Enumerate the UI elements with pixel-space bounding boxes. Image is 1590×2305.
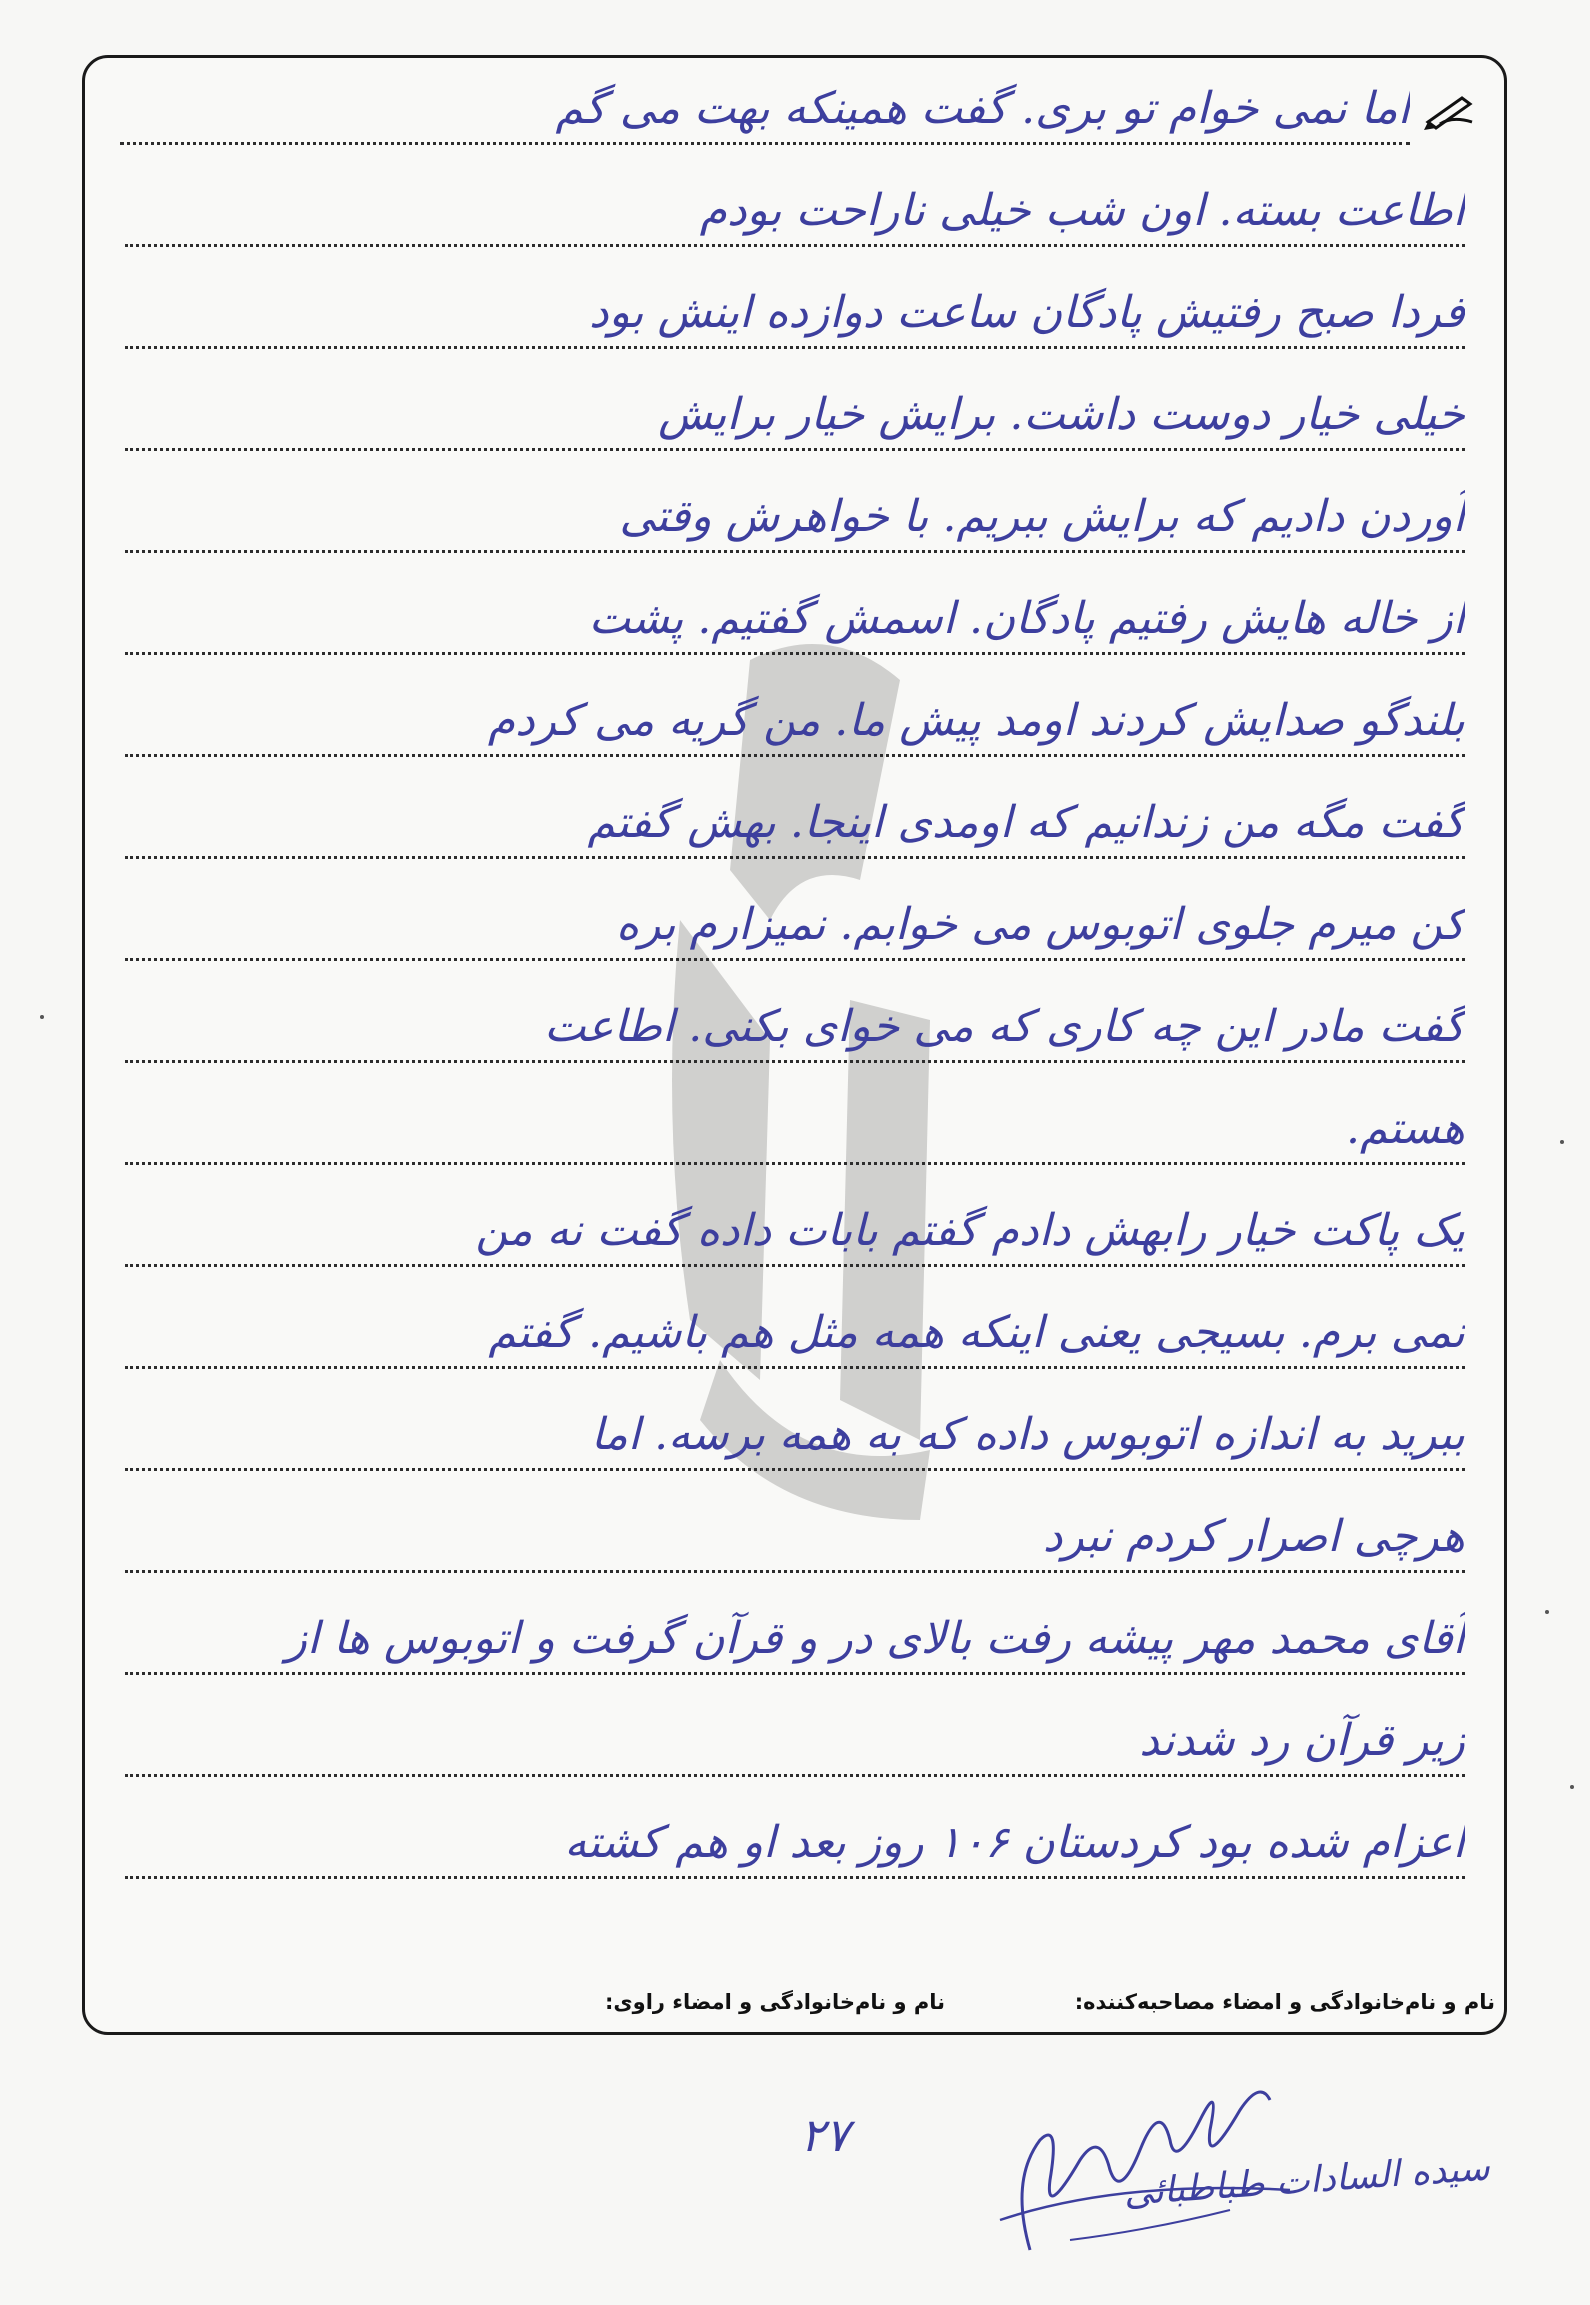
handwritten-line: نمی برم. بسیجی یعنی اینکه همه مثل هم باشیم. گفتم [125,1269,1465,1369]
handwritten-line: آوردن دادیم که برایش ببریم. با خواهرش وقتی [125,453,1465,553]
handwritten-line: هستم. [125,1065,1465,1165]
narrator-signature-label: نام و نام‌خانوادگی و امضاء راوی: [605,1990,945,2014]
page-number: ۲۷ [800,2108,850,2162]
handwritten-line: خیلی خیار دوست داشت. برایش خیار برایش [125,351,1465,451]
handwritten-line: اما نمی خوام تو بری. گفت همینکه بهت می گم [120,45,1410,145]
scan-speck [1560,1140,1564,1144]
pen-writing-icon [1422,92,1478,132]
handwritten-line: از خاله هایش رفتیم پادگان. اسمش گفتیم. پشت [125,555,1465,655]
handwritten-line: هرچی اصرار کردم نبرد [125,1473,1465,1573]
handwritten-line: زیر قرآن رد شدند [125,1677,1465,1777]
scan-speck [1570,1785,1574,1789]
handwritten-line: گفت مادر این چه کاری که می خوای بکنی. اطاعت [125,963,1465,1063]
scan-speck [40,1015,44,1019]
scan-speck [1545,1610,1549,1614]
narrator-handwritten-name: سیده السادات طباطبائی [1122,2147,1491,2214]
handwritten-line: ببرید به اندازه اتوبوس داده که به همه برسه. اما [125,1371,1465,1471]
handwritten-signature [970,2060,1300,2260]
handwritten-line: اعزام شده بود کردستان ۱۰۶ روز بعد او هم کشته [125,1779,1465,1879]
handwritten-line: یک پاکت خیار رابهش دادم گفتم بابات داده گفت نه من [125,1167,1465,1267]
handwritten-line: کن میرم جلوی اتوبوس می خوابم. نمیزارم بره [125,861,1465,961]
interviewer-signature-label: نام و نام‌خانوادگی و امضاء مصاحبه‌کننده: [1074,1990,1495,2014]
signature-row [330,1990,1505,2030]
handwritten-line: آقای محمد مهر پیشه رفت بالای در و قرآن گرفت و اتوبوس ها از [125,1575,1465,1675]
handwritten-line: فردا صبح رفتیش پادگان ساعت دوازده اینش بود [125,249,1465,349]
handwritten-line: اطاعت بسته. اون شب خیلی ناراحت بودم [125,147,1465,247]
handwritten-line: گفت مگه من زندانیم که اومدی اینجا. بهش گفتم [125,759,1465,859]
handwritten-line: بلندگو صدایش کردند اومد پیش ما. من گریه می کردم [125,657,1465,757]
